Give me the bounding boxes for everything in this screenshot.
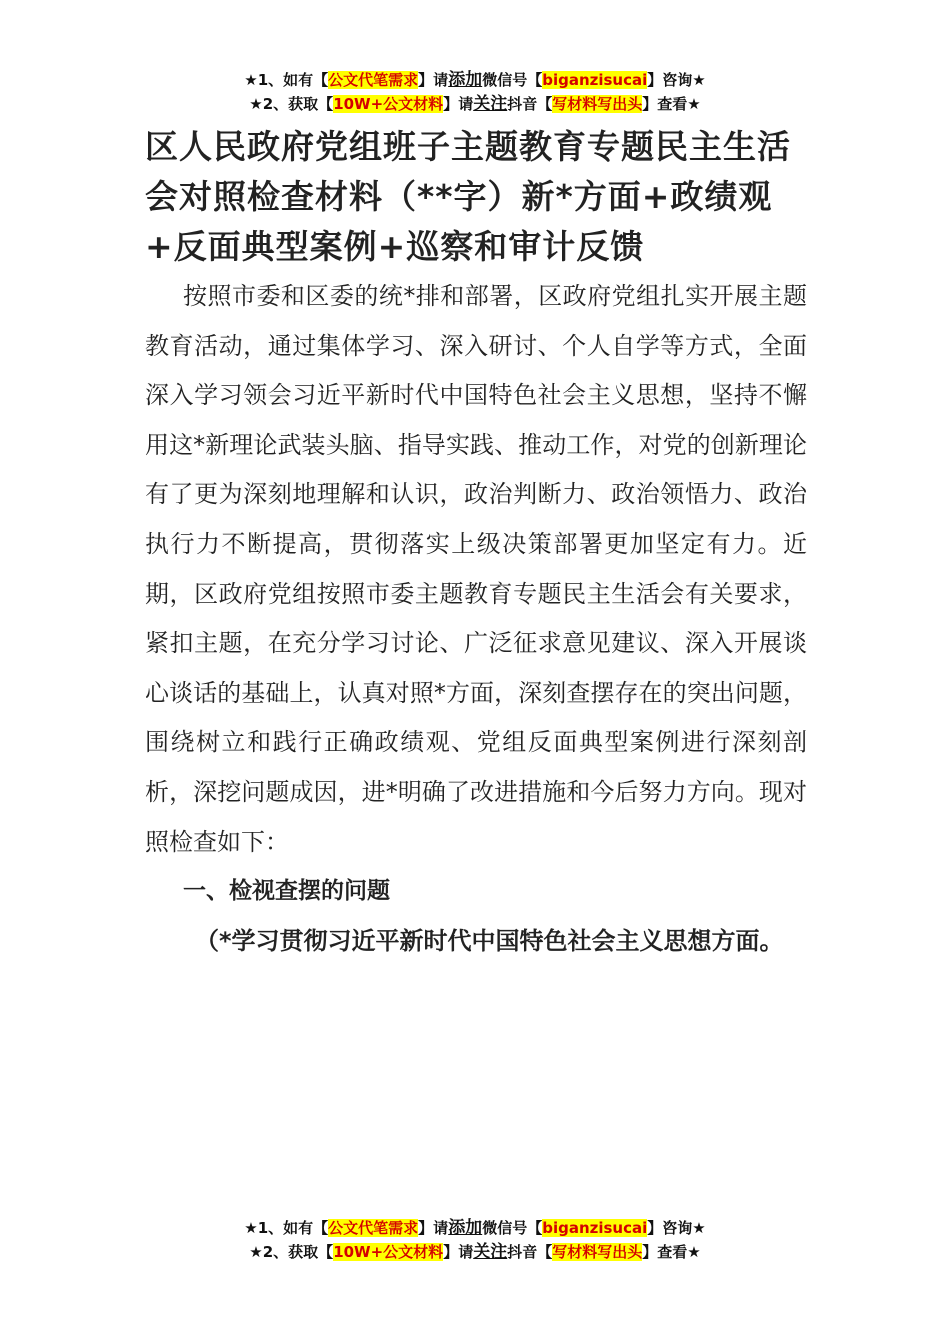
promo-text: 】咨询★	[647, 71, 706, 89]
document-title: 区人民政府党组班子主题教育专题民主生活会对照检查材料（**字）新*方面+政绩观+反面典型案例+巡察和审计反馈	[145, 127, 791, 266]
promo-text: 抖音【	[507, 1243, 553, 1261]
promo-line-2	[0, 1240, 950, 1264]
highlight-materials: 10W+公文材料	[333, 95, 444, 113]
subsection-heading: （*学习贯彻习近平新时代中国特色社会主义思想方面。	[195, 926, 784, 955]
section-heading: 一、检视查摆的问题	[183, 878, 390, 905]
intro-paragraph: 按照市委和区委的统*排和部署，区政府党组扎实开展主题教育活动，通过集体学习、深入研讨、个人自学等方式，全面深入学习领会习近平新时代中国特色社会主义思想，坚持不懈用这*新理论武装头脑、指导实践、推动工作，对党的创新理论有了更为深刻地理解和认识，政治判断力、政治领悟力、政治执行力不断提高，贯彻落实上级决策部署更加坚定有力。近期，区政府党组按照市委主题教育专题民主生活会有关要求，紧扣主题，在充分学习讨论、广泛征求意见建议、深入开展谈心谈话的基础上，认真对照*方面，深刻查摆存在的突出问题，围绕树立和践行正确政绩观、党组反面典型案例进行深刻剖析，深挖问题成因，进*明确了改进措施和今后努力方向。现对照检查如下：	[145, 282, 807, 856]
promo-text: 】请	[443, 95, 474, 113]
promo-text: ★2、获取【	[249, 95, 334, 113]
highlight-service: 公文代笔需求	[328, 1219, 419, 1237]
header-promo-banner	[0, 68, 950, 116]
promo-text: ★1、如有【	[244, 1219, 329, 1237]
promo-text: 】查看★	[642, 1243, 701, 1261]
promo-text: 微信号【	[482, 71, 543, 89]
highlight-douyin-id: 写材料写出头	[552, 1243, 643, 1261]
promo-text: 】查看★	[642, 95, 701, 113]
underlined-action: 关注	[473, 94, 508, 114]
underlined-action: 关注	[473, 1242, 508, 1262]
promo-text: 抖音【	[507, 95, 553, 113]
footer-promo-banner	[0, 1216, 950, 1264]
promo-line-2	[0, 92, 950, 116]
promo-text: ★2、获取【	[249, 1243, 334, 1261]
promo-text: 】请	[418, 71, 449, 89]
highlight-wechat-id: biganzisucai	[542, 71, 648, 89]
highlight-douyin-id: 写材料写出头	[552, 95, 643, 113]
promo-line-1	[0, 68, 950, 92]
underlined-action: 添加	[448, 1218, 483, 1238]
promo-text: 】请	[443, 1243, 474, 1261]
highlight-wechat-id: biganzisucai	[542, 1219, 648, 1237]
promo-text: ★1、如有【	[244, 71, 329, 89]
promo-text: 】请	[418, 1219, 449, 1237]
promo-text: 微信号【	[482, 1219, 543, 1237]
promo-text: 】咨询★	[647, 1219, 706, 1237]
promo-line-1	[0, 1216, 950, 1240]
highlight-service: 公文代笔需求	[328, 71, 419, 89]
highlight-materials: 10W+公文材料	[333, 1243, 444, 1261]
underlined-action: 添加	[448, 70, 483, 90]
document-body	[145, 272, 807, 966]
